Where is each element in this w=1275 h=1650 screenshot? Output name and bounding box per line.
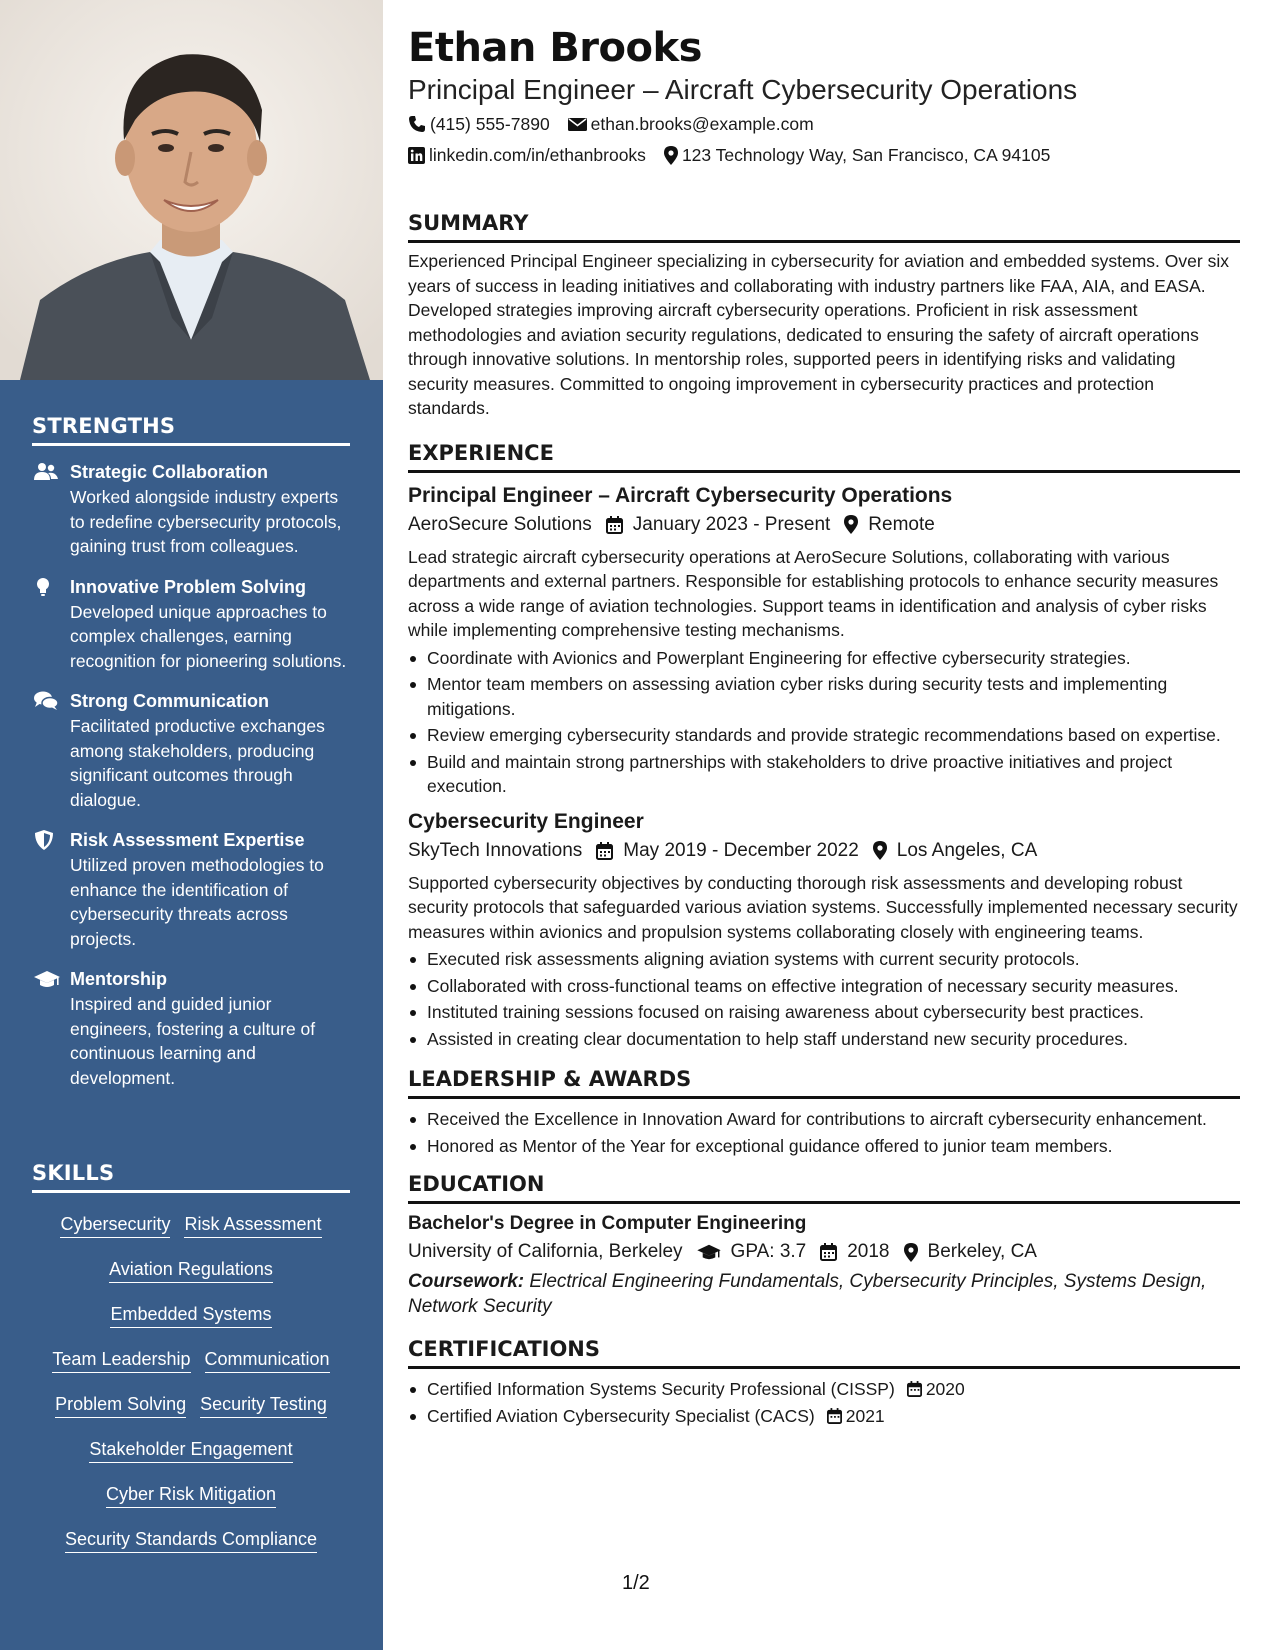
degree-title: Bachelor's Degree in Computer Engineering [408, 1213, 807, 1234]
job-description: Lead strategic aircraft cybersecurity operations at AeroSecure Solutions, collaborating with various departments and external partners. Responsible for establishing protocols to enhance security measures across a wide range of aviation technologies. Support teams in identification and analysis of cyber risks while implementing comprehensive testing mechanisms. [408, 546, 1219, 640]
list-item: Received the Excellence in Innovation Award for contributions to aircraft cybersecurity enhancement. [408, 1107, 1240, 1132]
list-item: Assisted in creating clear documentation to help staff understand new security procedures. [408, 1027, 1240, 1052]
strength-title: Mentorship [70, 969, 167, 989]
job-dates: January 2023 - Present [632, 513, 831, 535]
list-item: Honored as Mentor of the Year for exceptional guidance offered to junior team members. [408, 1134, 1240, 1159]
list-item: Instituted training sessions focused on raising awareness about cybersecurity best practices. [408, 1000, 1240, 1025]
job-meta [408, 837, 1240, 865]
school-location: Berkeley, CA [927, 1241, 1037, 1262]
coursework-label: Coursework: [408, 1271, 525, 1292]
job-dates: May 2019 - December 2022 [623, 839, 859, 861]
job-title: Principal Engineer – Aircraft Cybersecurity Operations [408, 483, 953, 507]
skill-tag: Cybersecurity [60, 1211, 170, 1238]
phone-icon [408, 115, 426, 133]
job-location: Los Angeles, CA [896, 839, 1038, 861]
job-company: AeroSecure Solutions [408, 513, 592, 535]
candidate-name: Ethan Brooks [408, 25, 702, 71]
strength-item [32, 967, 350, 1090]
list-item: Collaborated with cross-functional teams on effective integration of necessary security measures. [408, 974, 1240, 999]
job-bullets [408, 947, 1240, 1051]
skill-tag: Cyber Risk Mitigation [106, 1481, 276, 1508]
strengths-section [32, 414, 350, 1090]
list-item [408, 1404, 1240, 1429]
list-item: Build and maintain strong partnerships with stakeholders to drive proactive initiatives and project execution. [408, 750, 1240, 799]
strength-item [32, 828, 350, 951]
job-bullets [408, 646, 1240, 799]
gpa-text: GPA: 3.7 [730, 1241, 807, 1262]
graduation-cap-icon [697, 1243, 721, 1261]
contact-row [408, 112, 1240, 136]
job-description: Supported cybersecurity objectives by conducting thorough risk assessments and developing robust security protocols that safeguarded various aviation systems. Successfully implemented necessary security measures within avionics and propulsion systems collaborating closely with engineering teams. [408, 872, 1238, 942]
strength-desc: Developed unique approaches to complex challenges, earning recognition for pioneering solutions. [70, 601, 347, 671]
skill-tag: Team Leadership [52, 1346, 190, 1373]
list-item: Review emerging cybersecurity standards and provide strategic recommendations based on expertise. [408, 723, 1240, 748]
education-title: EDUCATION [408, 1170, 1240, 1204]
skills-list [32, 1209, 350, 1569]
users-icon [34, 462, 56, 482]
school-name: University of California, Berkeley [408, 1241, 683, 1262]
summary-text: Experienced Principal Engineer specializing in cybersecurity for aviation and embedded systems. Over six years of success in leading initiatives and collaborating with industry partners like FAA, AIA, and EASA. Developed strategies improving aircraft cybersecurity operations. Proficient in risk assessment methodologies and aviation security regulations, dedicated to ensuring the safety of aircraft operations through innovative solutions. In mentorship roles, supported peers in identifying risks and validating security measures. Committed to ongoing improvement in cybersecurity practices and protection standards. [408, 251, 1229, 418]
leadership-list [408, 1107, 1240, 1158]
phone-contact[interactable] [408, 112, 550, 136]
job-entry [408, 807, 1240, 1052]
contact-row [408, 143, 1240, 167]
calendar-icon [827, 1408, 842, 1424]
calendar-icon [907, 1381, 922, 1397]
strength-item [32, 689, 350, 812]
graduation-cap-icon [34, 969, 56, 989]
calendar-icon [606, 516, 623, 534]
list-item: Mentor team members on assessing aviation cyber risks during security tests and implementing mitigations. [408, 672, 1240, 721]
map-pin-icon [844, 515, 858, 534]
lightbulb-icon [34, 577, 56, 597]
coursework-text: Electrical Engineering Fundamentals, Cybersecurity Principles, Systems Design, Network Security [408, 1271, 1207, 1317]
job-entry [408, 481, 1240, 799]
skill-tag: Problem Solving [55, 1391, 186, 1418]
cert-year: 2021 [845, 1405, 885, 1426]
map-pin-icon [873, 841, 887, 860]
graduation-year: 2018 [847, 1241, 890, 1262]
strength-desc: Inspired and guided junior engineers, fostering a culture of continuous learning and development. [70, 994, 316, 1088]
skill-tag: Risk Assessment [184, 1211, 321, 1238]
skill-tag: Aviation Regulations [109, 1256, 273, 1283]
strength-title: Innovative Problem Solving [70, 576, 307, 597]
strength-title: Risk Assessment Expertise [70, 830, 305, 850]
list-item: Executed risk assessments aligning aviation systems with current security protocols. [408, 947, 1240, 972]
email-text: ethan.brooks@example.com [590, 114, 814, 134]
calendar-icon [596, 842, 613, 860]
coursework [408, 1270, 1240, 1319]
list-item [408, 1377, 1240, 1402]
sidebar [0, 0, 383, 1650]
strengths-title: STRENGTHS [32, 414, 350, 446]
strength-item [32, 575, 350, 674]
summary-title: SUMMARY [408, 209, 1240, 243]
skills-section [32, 1161, 350, 1569]
leadership-title: LEADERSHIP & AWARDS [408, 1065, 1240, 1099]
skill-tag: Communication [205, 1346, 330, 1373]
strength-desc: Worked alongside industry experts to redefine cybersecurity protocols, gaining trust from colleagues. [70, 487, 342, 556]
profile-photo [0, 0, 383, 380]
job-company: SkyTech Innovations [408, 839, 583, 861]
address-contact [664, 143, 1050, 167]
experience-title: EXPERIENCE [408, 439, 1240, 473]
strength-item [32, 460, 350, 559]
education-meta [408, 1238, 1240, 1266]
skill-tag: Stakeholder Engagement [89, 1436, 292, 1463]
job-location: Remote [868, 513, 935, 535]
linkedin-text: linkedin.com/in/ethanbrooks [429, 145, 646, 165]
cert-name: Certified Information Systems Security Professional (CISSP) [427, 1379, 895, 1399]
envelope-icon [568, 117, 587, 132]
email-contact[interactable] [568, 112, 814, 136]
strength-desc: Utilized proven methodologies to enhance the identification of cybersecurity threats across projects. [70, 855, 324, 949]
strength-desc: Facilitated productive exchanges among stakeholders, producing significant outcomes through dialogue. [70, 716, 325, 810]
shield-icon [34, 830, 56, 850]
job-title: Cybersecurity Engineer [408, 809, 644, 833]
comments-icon [34, 691, 56, 711]
calendar-icon [820, 1243, 837, 1261]
skill-tag: Security Standards Compliance [65, 1526, 317, 1553]
cert-year: 2020 [925, 1379, 965, 1399]
skill-tag: Embedded Systems [110, 1301, 271, 1328]
certifications-list [408, 1377, 1240, 1428]
main-content [408, 22, 1240, 1430]
strength-title: Strong Communication [70, 691, 269, 711]
address-text: 123 Technology Way, San Francisco, CA 94105 [681, 145, 1051, 165]
candidate-role: Principal Engineer – Aircraft Cybersecurity Operations [408, 74, 1078, 105]
page-number: 1/2 [622, 1572, 650, 1594]
map-pin-icon [664, 146, 678, 165]
skills-title: SKILLS [32, 1161, 350, 1193]
linkedin-icon [408, 147, 425, 164]
job-meta [408, 511, 1240, 539]
list-item: Coordinate with Avionics and Powerplant Engineering for effective cybersecurity strategies. [408, 646, 1240, 671]
cert-name: Certified Aviation Cybersecurity Specialist (CACS) [427, 1405, 815, 1426]
map-pin-icon [904, 1243, 918, 1262]
certifications-title: CERTIFICATIONS [408, 1335, 1240, 1369]
phone-text: (415) 555-7890 [430, 114, 550, 134]
skill-tag: Security Testing [200, 1391, 327, 1418]
linkedin-contact[interactable] [408, 143, 646, 167]
strength-title: Strategic Collaboration [70, 462, 269, 482]
